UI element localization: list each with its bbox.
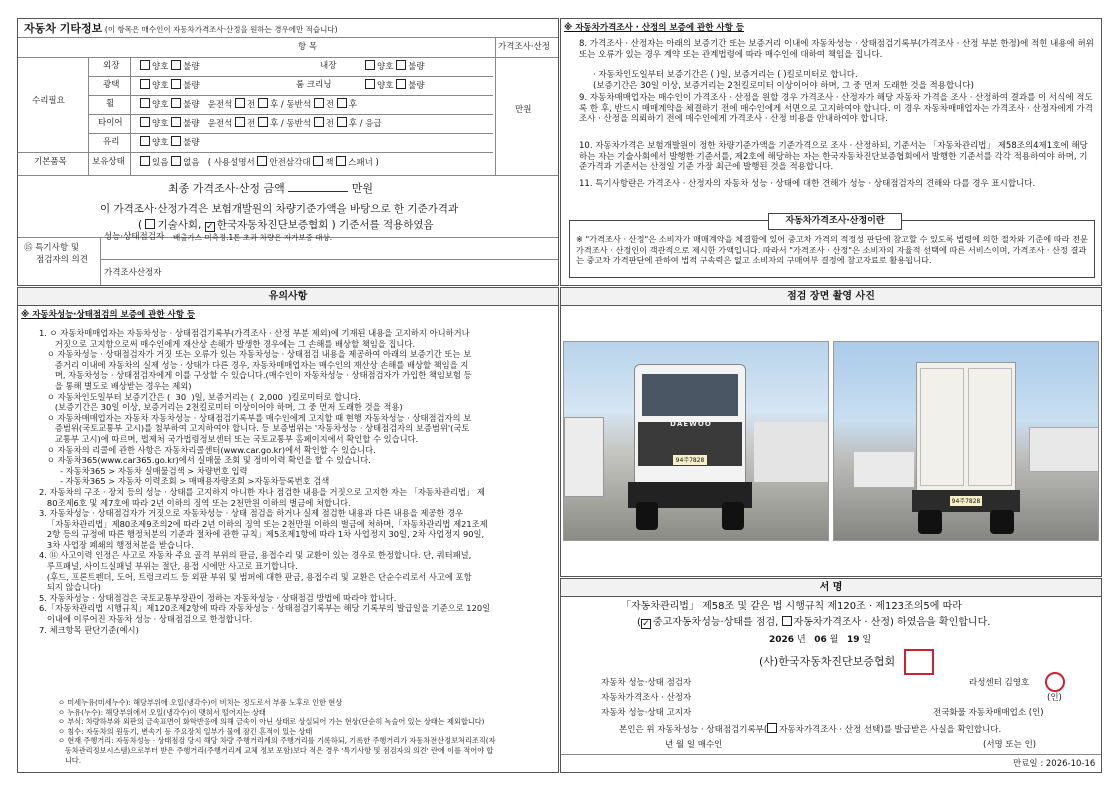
checkbox[interactable] [171, 117, 181, 127]
note-line: ㅇ 자동차매매업자는 자동차 자동차성능 · 상태점검기록부를 매수인에게 고지할 때 현행 자동차성능 · 상태점검자의 보 [39, 412, 472, 423]
repair-label: 수리필요 [32, 96, 65, 106]
note-line: 5. 자동차성능 · 상태점검은 국토교통부장관이 정하는 자동차성능 · 상태점검 방법에 따라야 합니다. [39, 592, 397, 603]
checkbox[interactable] [257, 156, 267, 166]
note-line: 증범위(국토교통부 고시)를 첨부하여 고지하여야 합니다. 등 보증범위는 '자동차성능 · 상태점검자의 보증범위'(국토 [39, 423, 470, 434]
checkbox[interactable] [140, 156, 150, 166]
row-label-room-clean: 룸 크리닝 [296, 80, 332, 90]
checkbox[interactable] [235, 117, 245, 127]
buyer-sign[interactable]: (서명 또는 인) [983, 740, 1037, 750]
row-label-exterior: 외장 [103, 61, 120, 71]
price-guarantee-section: ※ 자동차가격조사 · 산정의 보증에 관한 사항 등 8. 가격조사 · 산정자는 아래의 보증기간 또는 보증거리 이내에 자동차성능 · 상태점검기록부(가격조사 · 산정 부분 한정)에 적힌 내용에 허위 또는 오류가 있는 경우 계약 또는 관계법령에 따라 매수인에 대하여 책임을 집니다. · 자동차인도일부터 보증기간은 ( )일, 보증거리는 ( )킬로미터로 합니다. (보증기간은 30일 이상, 보증거리는 2천킬로미터 이상이어야 하며, 그 중 먼저 도래한 것을 적용합니다) 9. 자동차매매업자는 매수인이 가격조사 · 산정을 원할 경우 가격조사 · 산정자가 해당 자동차 가격을 조사 · 산정하여 결과를 이 서식에 적도록 한 후, 반드시 매매계약을 체결하기 전에 매수인에게 서면으로 고지하여야 합니다. 이 경우 자동차매매업자는 가격조사 · 산정자에게 가격조사 · 산정을 의뢰하기 전에 매수인에게 가격조사 · 산정 비용을 안내하여야 합니다. 10. 자동차가격은 보험개발원이 정한 차량기준가액을 기준가격으로 조사 · 산정하되, 기준서는 「자동차관리법」 제58조의4제1호에 해당하는 자는 기술사회에서 발행한 기준서를, 제2호에 해당하는 자는 한국자동차진단보증협회에서 발행한 기준서를 각각 적용하여야 하며, 기준가격과 기준서는 산정일 기준 가장 최근에 발행된 것을 적용합니다. 11. 특기사항란은 가격조사 · 산정자의 자동차 성능 · 상태에 대한 견해가 성능 · 상태점검자의 견해와 다를 경우 표시합니다. 자동차가격조사·산정이란 ※ "가격조사 · 산정"은 소비자가 매매계약을 체결함에 있어 중고차 가격의 적정성 판단에 참고할 수 있도록 법령에 의한 절차와 기준에 따라 전문 가격조사 · 산정인이 객관적으로 제시한 가액입니다. 따라서 "가격조사 · 산정"은 소비자의 자율적 선택에 따른 서비스이며, 가격조사 · 산정 결과는 중고차 가격판단에 관하여 법적 구속력은 없고 소비자의 구매여부 결정에 참고자료로 활용됩니다. [560, 18, 1102, 286]
notifier-row-value: 전국화물 자동차매매업소 (인) [933, 708, 1044, 718]
checkbox[interactable] [171, 156, 181, 166]
checkbox-kadia[interactable]: ✓ [205, 222, 214, 232]
checkbox[interactable] [140, 136, 150, 146]
checkbox[interactable] [396, 79, 406, 89]
checkbox[interactable] [258, 98, 268, 108]
checkbox[interactable] [235, 98, 245, 108]
note-line: 을 통해 별도로 배상받는 경우는 제외) [39, 380, 192, 391]
inspector-row-value: 라성센터 김영호 [969, 678, 1030, 688]
final-price-label: 최종 가격조사·산정 금액 [168, 182, 285, 195]
org-seal-stamp [904, 649, 934, 675]
inspector-row-label: 자동차 성능·상태 점검자 [601, 678, 692, 688]
plate-front: 94주7828 [673, 455, 707, 465]
note-line: 며, 자동차성능 · 상태점검자에게 이를 구상할 수 있습니다.(매수인이 자동차성능 · 상태점검자가 가입한 책임보험 등 [39, 370, 472, 381]
note-line: - 자동차365 > 자동차 실매물검색 > 차량번호 입력 [39, 465, 248, 476]
photos-section [560, 287, 1102, 577]
checkbox[interactable] [314, 98, 324, 108]
note-line: 루프패널, 사이드실패널 부위는 절단, 용접 시에만 사고로 표기합니다. [39, 561, 298, 572]
final-price-input[interactable] [288, 191, 348, 192]
truck-front-photo [563, 341, 829, 541]
plate-rear: 94주7828 [951, 498, 981, 505]
note-line: ㅇ 자동차성능 · 상태점검자가 거짓 또는 오류가 있는 자동차성능 · 상태점검 내용을 제공하여 아래의 보증기간 또는 보 [39, 349, 472, 360]
checkbox[interactable] [396, 60, 406, 70]
item-8: 8. 가격조사 · 산정자는 아래의 보증기간 또는 보증거리 이내에 자동차성능 · 상태점검기록부(가격조사 · 산정 부분 한정)에 적힌 내용에 허위 또는 오류가 있는 경우 계약 또는 관계법령에 따라 매수인에 대하여 책임을 집니다. [579, 39, 1094, 60]
checkbox-tech-society[interactable] [145, 219, 155, 229]
note-line: ㅇ 침수: 자동차의 원동기, 변속기 등 주요장치 일부가 물에 잠긴 흔적이 있는 상태 [58, 726, 313, 736]
checkbox-inspection[interactable]: ✓ [642, 619, 650, 629]
note-line: (보증기간은 30일 이상, 보증거리는 2천킬로미터 이상이어야 하며, 그 중 먼저 도래한 것을 적용) [39, 402, 403, 413]
notes-section [17, 287, 559, 773]
checkbox[interactable] [336, 156, 346, 166]
price-header: 가격조사·산정 [498, 42, 550, 52]
row-label-glass: 유리 [103, 137, 120, 147]
note-line: ㅇ 미세누유(미세누수): 해당부위에 오일(냉각수)이 비치는 정도로서 부품 노후로 인한 현상 [58, 698, 343, 707]
checkbox[interactable] [171, 79, 181, 89]
expiry-date: 만료일 : 2026-10-16 [1013, 759, 1096, 769]
notes-title: 유의사항 [18, 288, 558, 306]
note-line: 니다. [58, 755, 82, 765]
note-line: ㅇ 자동차의 리콜에 관한 사항은 자동차리콜센터(www.car.go.kr)에서 확인할 수 있습니다. [39, 444, 376, 455]
inspector-label: 성능·상태점검자 [104, 232, 165, 242]
truck-brand: DAEWOO [670, 420, 712, 428]
item-header: 항 목 [298, 42, 318, 52]
item-11: 11. 특기사항란은 가격조사 · 산정자의 자동차 성능 · 상태에 대한 견해가 성능 · 상태점검자의 견해와 다를 경우 표시합니다. [579, 179, 1036, 189]
price-guarantee-title: ※ 자동차가격조사 · 산정의 보증에 관한 사항 등 [564, 23, 745, 33]
note-line: 2. 자동차의 구조 · 장치 등의 성능 · 상태를 고지하지 아니한 자나 점검한 내용을 거짓으로 고지한 자는 「자동차관리법」 제 [39, 486, 485, 497]
price-def-text: ※ "가격조사 · 산정"은 소비자가 매매계약을 체결함에 있어 중고차 가격의 적정성 판단에 참고할 수 있도록 법령에 의한 절차와 기준에 따라 전문 가격조사 · 산정인이 객관적으로 제시한 가액입니다. 따라서 "가격조사 · 산정"은 소비자의 자율적 선택에 따른 서비스이며, 가격조사 · 산정 결과는 중고차 가격판단에 관하여 법적 구속력은 없고 소비자의 구매여부 결정에 참고자료로 활용됩니다. [576, 234, 1088, 265]
checkbox[interactable] [365, 79, 375, 89]
row-label-interior: 내장 [320, 61, 337, 71]
note-line: 이내에 이루어진 자동차 성능 · 상태점검으로 한정합니다. [39, 614, 253, 625]
note-line: ㅇ 부식: 차량하부와 외판의 금속표면이 화학반응에 의해 금속이 아닌 상태로 상실되어 가는 현상(단순히 녹슬어 있는 상태는 제외합니다) [58, 717, 485, 727]
price-value: 만원 [515, 105, 532, 115]
item-9: 9. 자동차매매업자는 매수인이 가격조사 · 산정을 원할 경우 가격조사 · 산정자가 해당 자동차 가격을 조사 · 산정하여 결과를 이 서식에 적도록 한 후, 반드시 매매계약을 체결하기 전에 매수인에게 서면으로 고지하여야 합니다. 이 경우 자동차매매업자는 가격조사 · 산정자에게 가격조사 · 산정을 의뢰하기 전에 매수인에게 가격조사 · 산정 비용을 안내하여야 합니다. [579, 93, 1093, 124]
buyer-date-row: 년 월 일 매수인 [665, 740, 723, 750]
checkbox-receipt-price[interactable] [767, 723, 777, 733]
note-line: 80조제6호 및 제7호에 따라 2년 이하의 징역 또는 2천만원 이하의 벌금에 처합니다. [39, 497, 351, 508]
price-assessor-label: 가격조사산정자 [104, 268, 162, 278]
sign-date: 2026 년 06 월 19 일 [769, 635, 872, 645]
row-label-tire: 타이어 [98, 118, 123, 128]
checkbox[interactable] [337, 117, 347, 127]
criteria-list [58, 698, 556, 765]
checkbox[interactable] [314, 117, 324, 127]
other-info-section: 자동차 기타정보 (이 항목은 매수인이 자동차가격조사·산정을 원하는 경우에만 적습니다) 항 목 가격조사·산정 수리필요 만원 외장 양호 불량 내장 양호 불량 광택 양호 불량 룸 크리닝 양호 불량 휠 양호 불량 운전석 전 후 / 동반석 전 후 타이어 양호 불량 운전석 전 후 / 동반석 전 후 / 응급 유리 양호 불량 기본품목 보유상태 있음 없음 ( 사용설명서 안전삼각대 잭 스패너 ) 최종 가격조사·산정 금액 만원 이 가격조사·산정가격은 보험개발원의 차량기준가액을 바탕으로 한 기준가격과 ( 기술사회, ✓ 한국자동차진단보증협회 ) 기준서를 적용하였음 ⑮ 특기사항 및 점검자의 의견 성능·상태점검자 배출가스 미측정.1톤 초과 차량은 자가보증 대상. 가격조사산정자 [17, 18, 559, 286]
note-line: 교통부 고시)에 따르며, 법제처 국가법령정보센터 또는 국토교통부 홈페이지에서 확인할 수 있습니다. [39, 433, 419, 444]
checkbox[interactable] [140, 60, 150, 70]
sign-title: 서 명 [561, 579, 1101, 597]
note-line: 거짓으로 고지함으로써 매수인에게 재산상 손해가 발생한 경우에는 그 손해를 배상할 책임을 집니다. [39, 338, 416, 349]
note-line: (후드, 프론트펜더, 도어, 트렁크리드 등 외판 부위 및 범퍼에 대한 판금, 용접수리 및 교환은 단순수리로서 사고에 포함 [39, 571, 472, 582]
note-line: - 자동차365 > 자동차 이력조회 > 매매용자량조회 >자동차등록번호 검색 [39, 476, 330, 487]
note-line: 6.「자동차관리법 시행규칙」제120조제2항에 따라 자동차성능 · 상태점검기록부는 해당 기록부의 발급일을 기준으로 120일 [39, 603, 491, 614]
notes-subtitle: ※ 자동차성능·상태점검의 보증에 관한 사항 등 [21, 310, 196, 320]
checkbox[interactable] [171, 136, 181, 146]
note-line: ㅇ 자동차365(www.car365.go.kr)에서 실매물 조회 및 정비이력 확인을 할 수 있습니다. [39, 455, 371, 466]
note-line: ㅇ 현재 주행거리: 자동차성능 · 상태점검 당시 해당 차량 주행거리계의 주행거리를 기록하되, 기록한 주행거리가 자동차전산정보처리조직(자 [58, 736, 496, 746]
note-line: 동차관리정보시스템)으로부터 받은 주행거리(주행거리계 교체 정보 포함)보다 적은 경우 '특기사항 및 점검자의 의견' 란에 이를 적어야 합 [58, 745, 494, 755]
note-line: 7. 체크항목 판단기준(예시) [39, 624, 139, 635]
sign-org: (사)한국자동차진단보증협회 [759, 655, 896, 668]
note-line: 1. ㅇ 자동차매매업자는 자동차성능 · 상태점검기록부(가격조사 · 산정 부분 제외)에 기재된 내용을 고지하지 아니하거나 [39, 328, 470, 338]
note-line: 3차 사업장 폐쇄의 행정처분을 받습니다. [39, 539, 194, 550]
row-label-gloss: 광택 [103, 80, 120, 90]
checkbox-price-assess[interactable] [782, 616, 792, 626]
inspector-seal-stamp [1045, 672, 1065, 692]
checkbox[interactable] [171, 98, 181, 108]
other-info-title: 자동차 기타정보 [24, 22, 103, 35]
checkbox[interactable] [313, 156, 323, 166]
other-info-note: (이 항목은 매수인이 자동차가격조사·산정을 원하는 경우에만 적습니다) [104, 25, 338, 34]
price-def-title: 자동차가격조사·산정이란 [768, 213, 902, 230]
standard-line1: 이 가격조사·산정가격은 보험개발원의 차량기준가액을 바탕으로 한 기준가격과 [100, 203, 459, 215]
note-line: 2항 등의 규정에 따른 행정처분의 기준과 절차에 관한 규칙」제5조제1항에 따라 1차 사업정지 30일, 2차 사업정지 90일, [39, 529, 485, 540]
note-line: 증거리 이내에 자동차의 실제 성능 · 상태가 다른 경우, 자동차매매업자는 매수인의 재산상 손해를 배상할 책임을 지 [39, 359, 469, 370]
signature-section: 서 명 「자동차관리법」 제58조 및 같은 법 시행규칙 제120조 · 제123조의5에 따라 (✓ 중고자동차성능·상태를 점검, 자동차가격조사 · 산정) 하였음을 확인합니다. 2026 년 06 월 19 일 (사)한국자동차진단보증협회 자동차 성능·상태 점검자 라성센터 김영호 자동차가격조사 · 산정자 (인) 자동차 성능·상태 고지자 전국화물 자동차매매업소 (인) 본인은 위 자동차성능 · 상태점검기록부( 자동차가격조사 · 산정 선택)를 발급받은 사실을 확인합니다. 년 월 일 매수인 (서명 또는 인) 만료일 : 2026-10-16 [560, 578, 1102, 773]
note-line: ㅇ 누유(누수): 해당부위에서 오일(냉각수)이 맺혀서 떨어지는 상태 [58, 707, 266, 717]
price-def-box [569, 216, 1095, 278]
note-line: 되지 않습니다) [39, 582, 101, 593]
basic-items-label: 기본품목 [34, 157, 67, 167]
checkbox[interactable] [140, 98, 150, 108]
assessor-row-label: 자동차가격조사 · 산정자 [601, 693, 692, 703]
note-line: 「자동차관리법」제80조제9조의2에 따라 2년 이하의 징역 또는 2천만원 이하의 벌금에 처하며,「자동차관리법 제21조제 [39, 518, 488, 529]
checkbox[interactable] [140, 79, 150, 89]
sign-line1: 「자동차관리법」 제58조 및 같은 법 시행규칙 제120조 · 제123조의5에 따라 [621, 601, 962, 612]
checkbox[interactable] [258, 117, 268, 127]
photos-title: 점검 장면 촬영 사진 [561, 288, 1101, 306]
notes-list [39, 328, 554, 635]
item-10: 10. 자동차가격은 보험개발원이 정한 차량기준가액을 기준가격으로 조사 · 산정하되, 기준서는 「자동차관리법」 제58조의4제1호에 해당하는 자는 기술사회에서 발행한 기준서를, 제2호에 해당하는 자는 한국자동차진단보증협회에서 발행한 기준서를 각각 적용하여야 하며, 기준가격과 기준서는 산정일 기준 가장 최근에 발행된 것을 적용합니다. [579, 141, 1088, 172]
checkbox[interactable] [365, 60, 375, 70]
special-label: ⑮ 특기사항 및 [24, 243, 79, 253]
inspector-note: 배출가스 미측정.1톤 초과 차량은 자가보증 대상. [173, 233, 333, 242]
basic-status-label: 보유상태 [92, 157, 125, 167]
checkbox[interactable] [140, 117, 150, 127]
checkbox[interactable] [171, 60, 181, 70]
note-line: 3. 자동차성능 · 상태점검자가 거짓으로 자동차성능 · 상태 점검을 하거나 실제 점검한 내용과 다른 내용을 제공한 경우 [39, 508, 464, 519]
checkbox[interactable] [337, 98, 347, 108]
note-line: ㅇ 자동차인도일부터 보증기간은 ( 30 )일, 보증거리는 ( 2,000 )킬로미터로 합니다. [39, 391, 361, 402]
notifier-row-label: 자동차 성능·상태 고지자 [601, 708, 692, 718]
row-label-wheel: 휠 [106, 99, 115, 109]
truck-rear-photo [833, 341, 1099, 541]
note-line: 4. ⑪ 사고이력 인정은 사고로 자동차 주요 골격 부위의 판금, 용접수리 및 교환이 있는 경우로 한정합니다. 단, 쿼터패널, [39, 550, 472, 561]
